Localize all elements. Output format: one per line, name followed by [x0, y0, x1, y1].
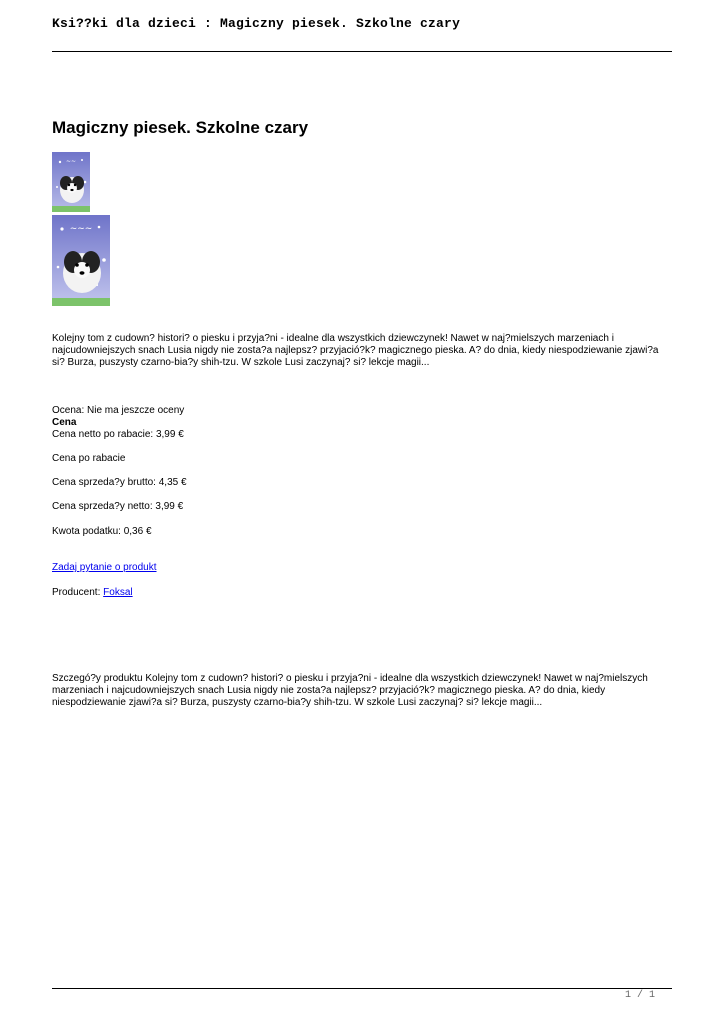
product-details: Szczegó?y produktu Kolejny tom z cudown? histori? o piesku i przyja?ni - idealne dla wszystkich dziewczynek! Nawet w naj?mielszych marzeniach i najcudowniejszych snach Lusia nigdy nie zosta?a najlepsz? przyjació?k? magicznego pieska. A? do dnia, kiedy niespodziewanie zjawi?a si? Burza, puszysty czarno-bia?y shih-tzu. W szkole Lusi zaczynaj? si? lekcje magii... — [52, 673, 648, 708]
producer-link[interactable]: Foksal — [103, 587, 133, 598]
net-sale-price: Cena sprzeda?y netto: 3,99 € — [52, 501, 184, 512]
ask-question-link[interactable]: Zadaj pytanie o produkt — [52, 562, 157, 573]
page-number: 1 / 1 — [624, 990, 655, 1001]
price-after-discount: Cena po rabacie — [52, 453, 126, 464]
tax-amount: Kwota podatku: 0,36 € — [52, 526, 152, 537]
price-heading: Cena — [52, 417, 77, 428]
book-cover-image[interactable] — [52, 215, 110, 306]
header-divider — [52, 51, 672, 52]
document-header-title: Ksi??ki dla dzieci : Magiczny piesek. Szkolne czary — [52, 16, 461, 31]
producer-row — [52, 587, 672, 599]
ask-question-row — [52, 562, 672, 574]
producer-label: Producent: — [52, 587, 101, 598]
footer-divider — [52, 988, 672, 989]
gross-sale-price: Cena sprzeda?y brutto: 4,35 € — [52, 477, 187, 488]
product-description: Kolejny tom z cudown? histori? o piesku i przyja?ni - idealne dla wszystkich dziewczynek! Nawet w naj?mielszych marzeniach i najcudowniejszych snach Lusia nigdy nie zosta?a najlepsz? przyjació?k? magicznego pieska. A? do dnia, kiedy niespodziewanie zjawi?a si? Burza, puszysty czarno-bia?y shih-tzu. W szkole Lusi zaczynaj? si? lekcje magii... — [52, 333, 659, 368]
svg-text:~~~: ~~~ — [69, 224, 93, 234]
rating-text: Ocena: Nie ma jeszcze oceny — [52, 405, 185, 416]
svg-text:~~: ~~ — [65, 158, 77, 165]
net-price-after-discount: Cena netto po rabacie: 3,99 € — [52, 429, 184, 440]
page-title: Magiczny piesek. Szkolne czary — [52, 118, 309, 137]
book-cover-thumbnail[interactable] — [52, 152, 90, 212]
